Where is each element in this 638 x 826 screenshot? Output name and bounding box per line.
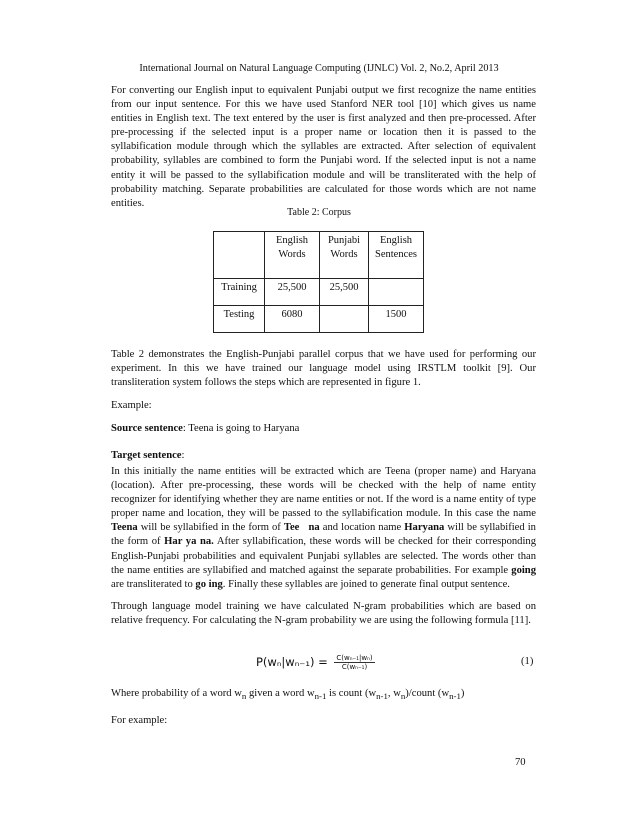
table-row <box>214 279 424 306</box>
text-span: , w <box>387 688 401 699</box>
text-span: After syllabification, these words will be checked for their corresponding English-Punjabi probabilities and equivalent Punjabi syllables are selected. The words other than the name entities are syllabified and matched against the separate probabilities. For example <box>111 536 536 576</box>
bold-term: Har ya na. <box>164 536 214 548</box>
paragraph-syllabification <box>111 465 536 592</box>
target-sentence <box>111 449 536 463</box>
table-cell: Training <box>214 279 265 306</box>
subscript: n-1 <box>449 691 461 702</box>
subscript: n <box>241 691 247 702</box>
table-cell <box>320 306 369 333</box>
table-caption: Table 2: Corpus <box>287 207 351 218</box>
table-row <box>214 306 424 333</box>
text-span: is count (w <box>326 688 377 699</box>
text-span: ) <box>460 688 465 699</box>
table-header-row <box>214 232 424 279</box>
subscript: n-1 <box>376 691 388 702</box>
journal-header: International Journal on Natural Language Computing (IJNLC) Vol. 2, No.2, April 2013 <box>139 63 499 74</box>
target-sentence-label: Target sentence <box>111 450 182 461</box>
text-span: . Finally these syllables are joined to generate final output sentence. <box>222 578 510 590</box>
paragraph-probability <box>111 687 536 703</box>
table-cell <box>369 279 424 306</box>
table-cell: 25,500 <box>265 279 320 306</box>
paragraph-intro: For converting our English input to equivalent Punjabi output we first recognize the name entities from our input sentence. For this we have used Stanford NER tool [10] which gives us name entities in English text. The text entered by the user is first analyzed and then pre-processed. After pre-processing if the selected input is a proper name or location then it is passed to the syllabification module through which the syllables are extracted. After selection of equivalent probability, syllables are combined to form the Punjabi word. If the selected input is not a name entity it will be passed to the syllabification module and will be transliterated with the help of probability matching. Separate probabilities are calculated for those words which are not name entities. <box>111 85 536 209</box>
table-header-cell: English Sentences <box>369 232 424 279</box>
source-sentence-text: : Teena is going to Haryana <box>182 423 300 434</box>
text-span: will be syllabified in the form of <box>111 522 536 548</box>
subscript: n <box>400 691 406 702</box>
source-sentence <box>111 422 536 436</box>
text-span: given a word w <box>246 688 315 699</box>
formula-lhs: P(wₙ|wₙ₋₁) = <box>256 655 328 669</box>
table-cell: 25,500 <box>320 279 369 306</box>
for-example-label: For example: <box>111 715 168 726</box>
source-sentence-label: Source sentence <box>111 423 183 434</box>
table-cell: Testing <box>214 306 265 333</box>
subscript: n-1 <box>314 691 327 702</box>
equation-number: (1) <box>521 656 534 667</box>
table-header-cell: English Words <box>265 232 320 279</box>
page-number: 70 <box>515 757 526 768</box>
text-span: are transliterated to <box>111 578 196 590</box>
target-colon: : <box>181 450 185 461</box>
text-span: Where probability of a word w <box>111 688 242 699</box>
bold-term: going <box>511 564 536 576</box>
paragraph-ngram: Through language model training we have calculated N-gram probabilities which are based on relative frequency. For calculating the N-gram probability we are using the following formula [11]. <box>111 601 536 627</box>
text-span: and location name <box>319 522 405 534</box>
bold-term: Haryana <box>404 522 445 534</box>
bold-term: go ing <box>195 578 223 590</box>
bold-term: Teena <box>111 522 138 534</box>
text-span: In this initially the name entities will be extracted which are Teena (proper name) and Haryana (location). After pre-processing, these words will be checked with the help of name entity recognizer for identifying whether they are name entities or not. If the word is a name entity of type proper name and location, they will be passed to the syllabification module. In this case the name <box>111 466 536 520</box>
corpus-table <box>213 231 424 333</box>
formula-denominator: C(wₙ₋₁) <box>341 663 368 671</box>
ngram-formula <box>256 654 375 671</box>
table-header-cell <box>214 232 265 279</box>
text-span: will be syllabified in the form of <box>137 522 284 534</box>
bold-term: Tee na <box>283 522 320 534</box>
example-label: Example: <box>111 400 152 411</box>
text-span: )/count (w <box>405 688 450 699</box>
table-cell: 6080 <box>265 306 320 333</box>
paragraph-corpus: Table 2 demonstrates the English-Punjabi parallel corpus that we have used for performing our experiment. In this we have trained our language model using IRSTLM toolkit [9]. Our transliteration system follows the steps which are represented in figure 1. <box>111 349 536 389</box>
formula-numerator: C(wₙ₋₁|wₙ) <box>336 654 373 662</box>
formula-fraction <box>334 654 374 671</box>
table-cell: 1500 <box>369 306 424 333</box>
table-header-cell: Punjabi Words <box>320 232 369 279</box>
